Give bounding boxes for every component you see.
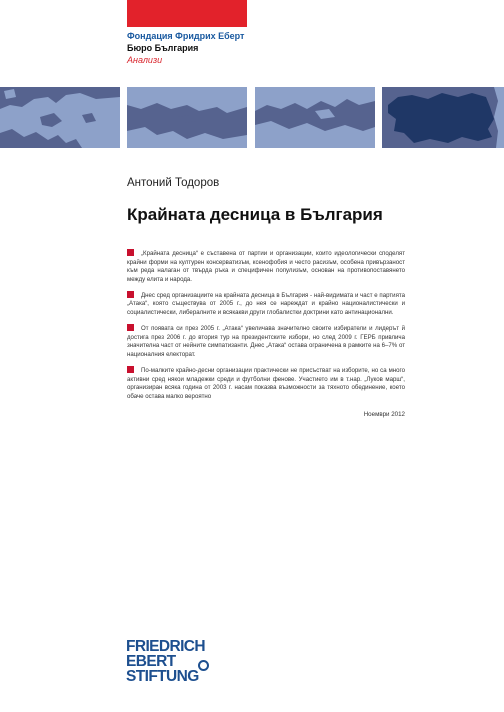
publication-date: Ноември 2012 [363, 411, 405, 418]
fes-logo [126, 639, 205, 684]
map-strip [0, 87, 504, 148]
red-square-bullet [127, 366, 134, 373]
logo-line-3: STIFTUNG [126, 668, 199, 685]
office-name: Бюро България [127, 43, 199, 53]
org-name: Фондация Фридрих Еберт [127, 31, 245, 41]
header-red-block [127, 0, 247, 27]
document-title: Крайната десница в България [127, 205, 383, 224]
summary-paragraph [127, 249, 405, 284]
summary-paragraph [127, 324, 405, 359]
map-tile-bulgaria [382, 87, 504, 148]
red-square-bullet [127, 324, 134, 331]
map-tile-black-sea [127, 87, 247, 148]
summary-text: От появата си през 2005 г. „Атака“ увеличава значително своите избиратели и лидерът й достига през 2006 г. до втория тур на президентските избори, но след 2009 г. ГЕРБ привлича значителна част от нейните симпатизанти. Днес „Атака“ остава ограничена в рамките на 6–7% от националния електорат. [127, 325, 405, 358]
summary-text: „Крайната десница“ е съставена от партии и организации, които идеологически споделят крайни форми на културен консерватизъм, ксенофобия и често расизъм, особена привързаност към реда налаган от твърда ръка и специфичен популизъм, основан на противопоставянето между елита и народа. [127, 250, 405, 283]
series-label: Анализи [127, 55, 163, 65]
summary-text: Днес сред организациите на крайната десница в България - най-видимата и част е партията „Атака“, която съществува от 2005 г., до нея се нареждат и крайно националистически и социалистически, либералните и всякакви други глобалистки доктрини като антинационални. [127, 291, 405, 317]
summary-paragraph [127, 366, 405, 401]
logo-line-2 [126, 654, 205, 669]
summary-text: По-малките крайно-десни организации практически не присъстват на изборите, но са много активни сред някои младежки среди и футболни фенове. Участието им в т.нар. „Луков марш“, организиран всяка година от 2003 г. насам показва възможности за тяхното обединение, което обаче остава малко вероятно [127, 367, 405, 400]
red-square-bullet [127, 291, 134, 298]
author-name: Антоний Тодоров [127, 177, 220, 189]
map-tile-europe [0, 87, 120, 148]
map-tile-balkans [255, 87, 375, 148]
publisher-block [127, 30, 367, 66]
red-square-bullet [127, 249, 134, 256]
summary-paragraph [127, 291, 405, 318]
logo-line-1: FRIEDRICH [126, 638, 205, 655]
logo-line-2-text: EBERT [126, 653, 176, 670]
summary [127, 249, 405, 408]
